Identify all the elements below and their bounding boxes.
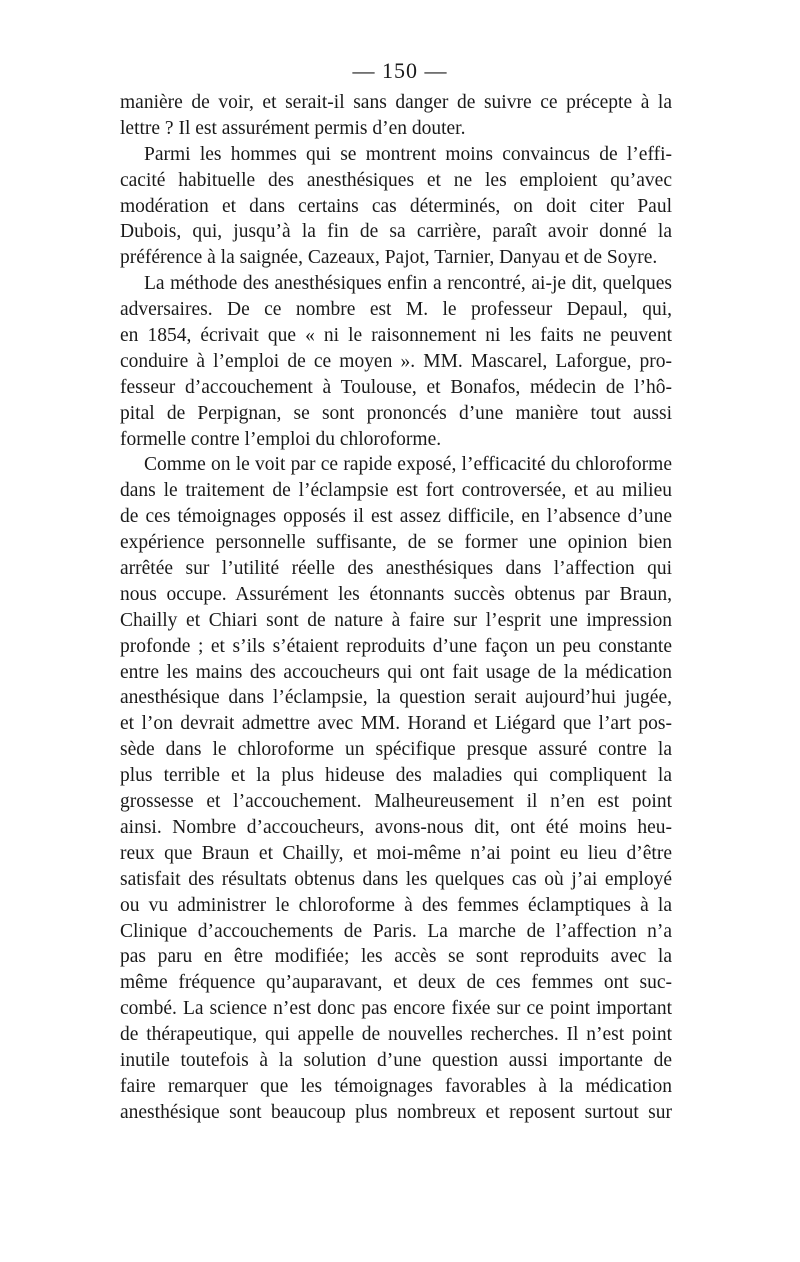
text-line: en 1854, écrivait que « ni le raisonnement ni les faits ne peuvent <box>120 325 672 347</box>
text-line: nous occupe. Assurément les étonnants succès obtenus par Braun, <box>120 583 672 605</box>
text-line: grossesse et l’accouchement. Malheureusement il n’en est point <box>120 791 672 813</box>
text-line: fesseur d’accouchement à Toulouse, et Bonafos, médecin de l’hô- <box>120 376 672 398</box>
text-line: satisfait des résultats obtenus dans les quelques cas où j’ai employé <box>120 868 672 890</box>
text-line: manière de voir, et serait-il sans danger de suivre ce précepte à la <box>120 92 672 113</box>
text-line: dans le traitement de l’éclampsie est fort controversée, et au milieu <box>120 480 672 502</box>
text-line: pas paru en être modifiée; les accès se sont reproduits avec la <box>120 946 672 968</box>
text-line: anesthésique sont beaucoup plus nombreux et reposent surtout sur <box>120 1101 672 1123</box>
text-line: pital de Perpignan, se sont prononcés d’une manière tout aussi <box>120 402 672 424</box>
text-line: faire remarquer que les témoignages favorables à la médication <box>120 1075 672 1097</box>
text-line: anesthésique dans l’éclampsie, la question serait aujourd’hui jugée, <box>120 687 672 709</box>
text-line: conduire à l’emploi de ce moyen ». MM. Mascarel, Laforgue, pro- <box>120 350 672 372</box>
text-line: modération et dans certains cas déterminés, on doit citer Paul <box>120 195 672 217</box>
text-line: de ces témoignages opposés il est assez difficile, en l’absence d’une <box>120 506 672 528</box>
text-line: profonde ; et s’ils s’étaient reproduits d’une façon un peu constante <box>120 635 672 657</box>
text-line: cacité habituelle des anesthésiques et ne les emploient qu’avec <box>120 169 672 191</box>
text-line: adversaires. De ce nombre est M. le professeur Depaul, qui, <box>120 299 672 321</box>
text-line: reux que Braun et Chailly, et moi-même n’ai point eu lieu d’être <box>120 842 672 864</box>
text-line: ainsi. Nombre d’accoucheurs, avons-nous dit, ont été moins heu- <box>120 816 672 838</box>
text-line: plus terrible et la plus hideuse des maladies qui compliquent la <box>120 765 672 787</box>
text-line: ou vu administrer le chloroforme à des femmes éclamptiques à la <box>120 894 672 916</box>
text-line: combé. La science n’est donc pas encore fixée sur ce point important <box>120 998 672 1020</box>
body-text <box>120 90 672 1126</box>
text-line: entre les mains des accoucheurs qui ont fait usage de la médication <box>120 661 672 683</box>
text-line: inutile toutefois à la solution d’une question aussi importante de <box>120 1049 672 1071</box>
text-line: Comme on le voit par ce rapide exposé, l’efficacité du chloroforme <box>144 454 672 476</box>
text-line: La méthode des anesthésiques enfin a rencontré, ai-je dit, quelques <box>144 273 672 295</box>
text-line: arrêtée sur l’utilité réelle des anesthésiques dans l’affection qui <box>120 558 672 580</box>
text-line: préférence à la saignée, Cazeaux, Pajot, Tarnier, Danyau et de Soyre. <box>120 247 658 269</box>
text-line: et l’on devrait admettre avec MM. Horand et Liégard que l’art pos- <box>120 713 672 735</box>
text-line: sède dans le chloroforme un spécifique presque assuré contre la <box>120 739 672 761</box>
text-line: Chailly et Chiari sont de nature à faire sur l’esprit une impression <box>120 609 672 631</box>
text-line: formelle contre l’emploi du chloroforme. <box>120 428 442 450</box>
text-line: Clinique d’accouchements de Paris. La marche de l’affection n’a <box>120 920 672 942</box>
text-line: de thérapeutique, qui appelle de nouvelles recherches. Il n’est point <box>120 1024 672 1046</box>
page-number: — 150 — <box>352 58 448 83</box>
text-line: même fréquence qu’auparavant, et deux de ces femmes ont suc- <box>120 972 672 994</box>
text-line: Parmi les hommes qui se montrent moins convaincus de l’effi- <box>144 143 672 165</box>
text-line: Dubois, qui, jusqu’à la fin de sa carrière, paraît avoir donné la <box>120 221 672 243</box>
text-line: expérience personnelle suffisante, de se former une opinion bien <box>120 532 672 554</box>
text-line: lettre ? Il est assurément permis d’en douter. <box>120 117 466 139</box>
